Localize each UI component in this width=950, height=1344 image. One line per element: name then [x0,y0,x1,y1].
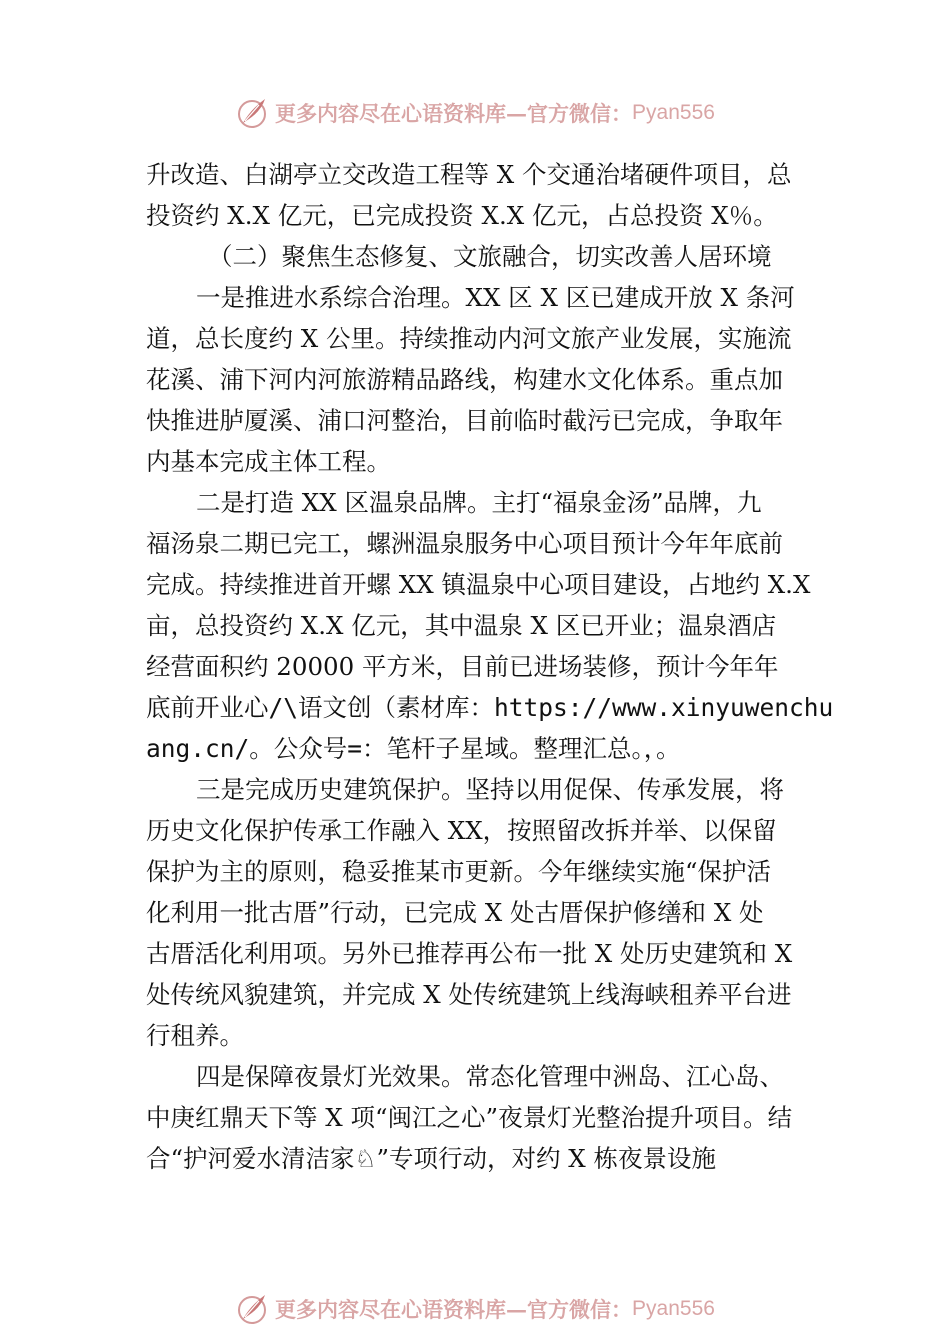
paragraph-first-line: 四是保障夜景灯光效果。常态化管理中洲岛、江心岛、 [196,1062,784,1091]
body-line: 完成。持续推进首开螺 XX 镇温泉中心项目建设，占地约 X.X [146,570,811,599]
paragraph-first-line: 一是推进水系综合治理。XX 区 X 区已建成开放 X 条河 [196,283,795,312]
quill-logo-icon [235,1291,271,1327]
body-line: 亩，总投资约 X.X 亿元，其中温泉 X 区已开业；温泉酒店 [146,611,777,640]
body-line: 保护为主的原则，稳妥推某市更新。今年继续实施“保护活 [146,857,772,886]
body-line: 合“护河爱水清洁家♘”专项行动，对约 X 栋夜景设施 [146,1144,717,1173]
body-line-url: ang.cn/。公众号=：笔杆子星域。整理汇总。，。 [146,734,681,763]
header-watermark-banner [0,93,950,133]
footer-banner-wechat-id: Pyan556 [632,1297,715,1320]
body-line: 历史文化保护传承工作融入 XX，按照留改拆并举、以保留 [146,816,777,845]
body-line: 化利用一批古厝”行动，已完成 X 处古厝保护修缮和 X 处 [146,898,764,927]
header-banner-text: 更多内容尽在心语资料库—官方微信： [275,101,633,126]
body-line: 福汤泉二期已完工，螺洲温泉服务中心项目预计今年年底前 [146,529,783,558]
paragraph-first-line: 二是打造 XX 区温泉品牌。主打“福泉金汤”品牌，九 [196,488,762,517]
body-line: 古厝活化利用项。另外已推荐再公布一批 X 处历史建筑和 X [146,939,793,968]
body-line: 升改造、白湖亭立交改造工程等 X 个交通治堵硬件项目，总 [146,160,792,189]
body-line: 经营面积约 20000 平方米，目前已进场装修，预计今年年 [146,652,779,681]
body-line: 快推进胪厦溪、浦口河整治，目前临时截污已完成，争取年 [146,406,783,435]
footer-banner-text: 更多内容尽在心语资料库—官方微信： [275,1297,633,1322]
body-line: 花溪、浦下河内河旅游精品路线，构建水文化体系。重点加 [146,365,783,394]
footer-watermark-banner [0,1289,950,1329]
body-line: 行租养。 [146,1021,244,1050]
quill-logo-icon [235,95,271,131]
body-line: 处传统风貌建筑，并完成 X 处传统建筑上线海峡租养平台进 [146,980,792,1009]
section-heading: （二）聚焦生态修复、文旅融合，切实改善人居环境 [208,242,772,271]
body-line: 中庚红鼎天下等 X 项“闽江之心”夜景灯光整治提升项目。结 [146,1103,793,1132]
body-line: 内基本完成主体工程。 [146,447,391,476]
body-line: 投资约 X.X 亿元，已完成投资 X.X 亿元，占总投资 X％。 [146,201,778,230]
document-body [146,154,834,1179]
body-line: 道，总长度约 X 公里。持续推动内河文旅产业发展，实施流 [146,324,792,353]
body-line-url: 底前开业心/\语文创（素材库：https://www.xinyuwenchu [146,693,834,722]
header-banner-wechat-id: Pyan556 [632,101,715,124]
paragraph-first-line: 三是完成历史建筑保护。坚持以用促保、传承发展，将 [196,775,784,804]
